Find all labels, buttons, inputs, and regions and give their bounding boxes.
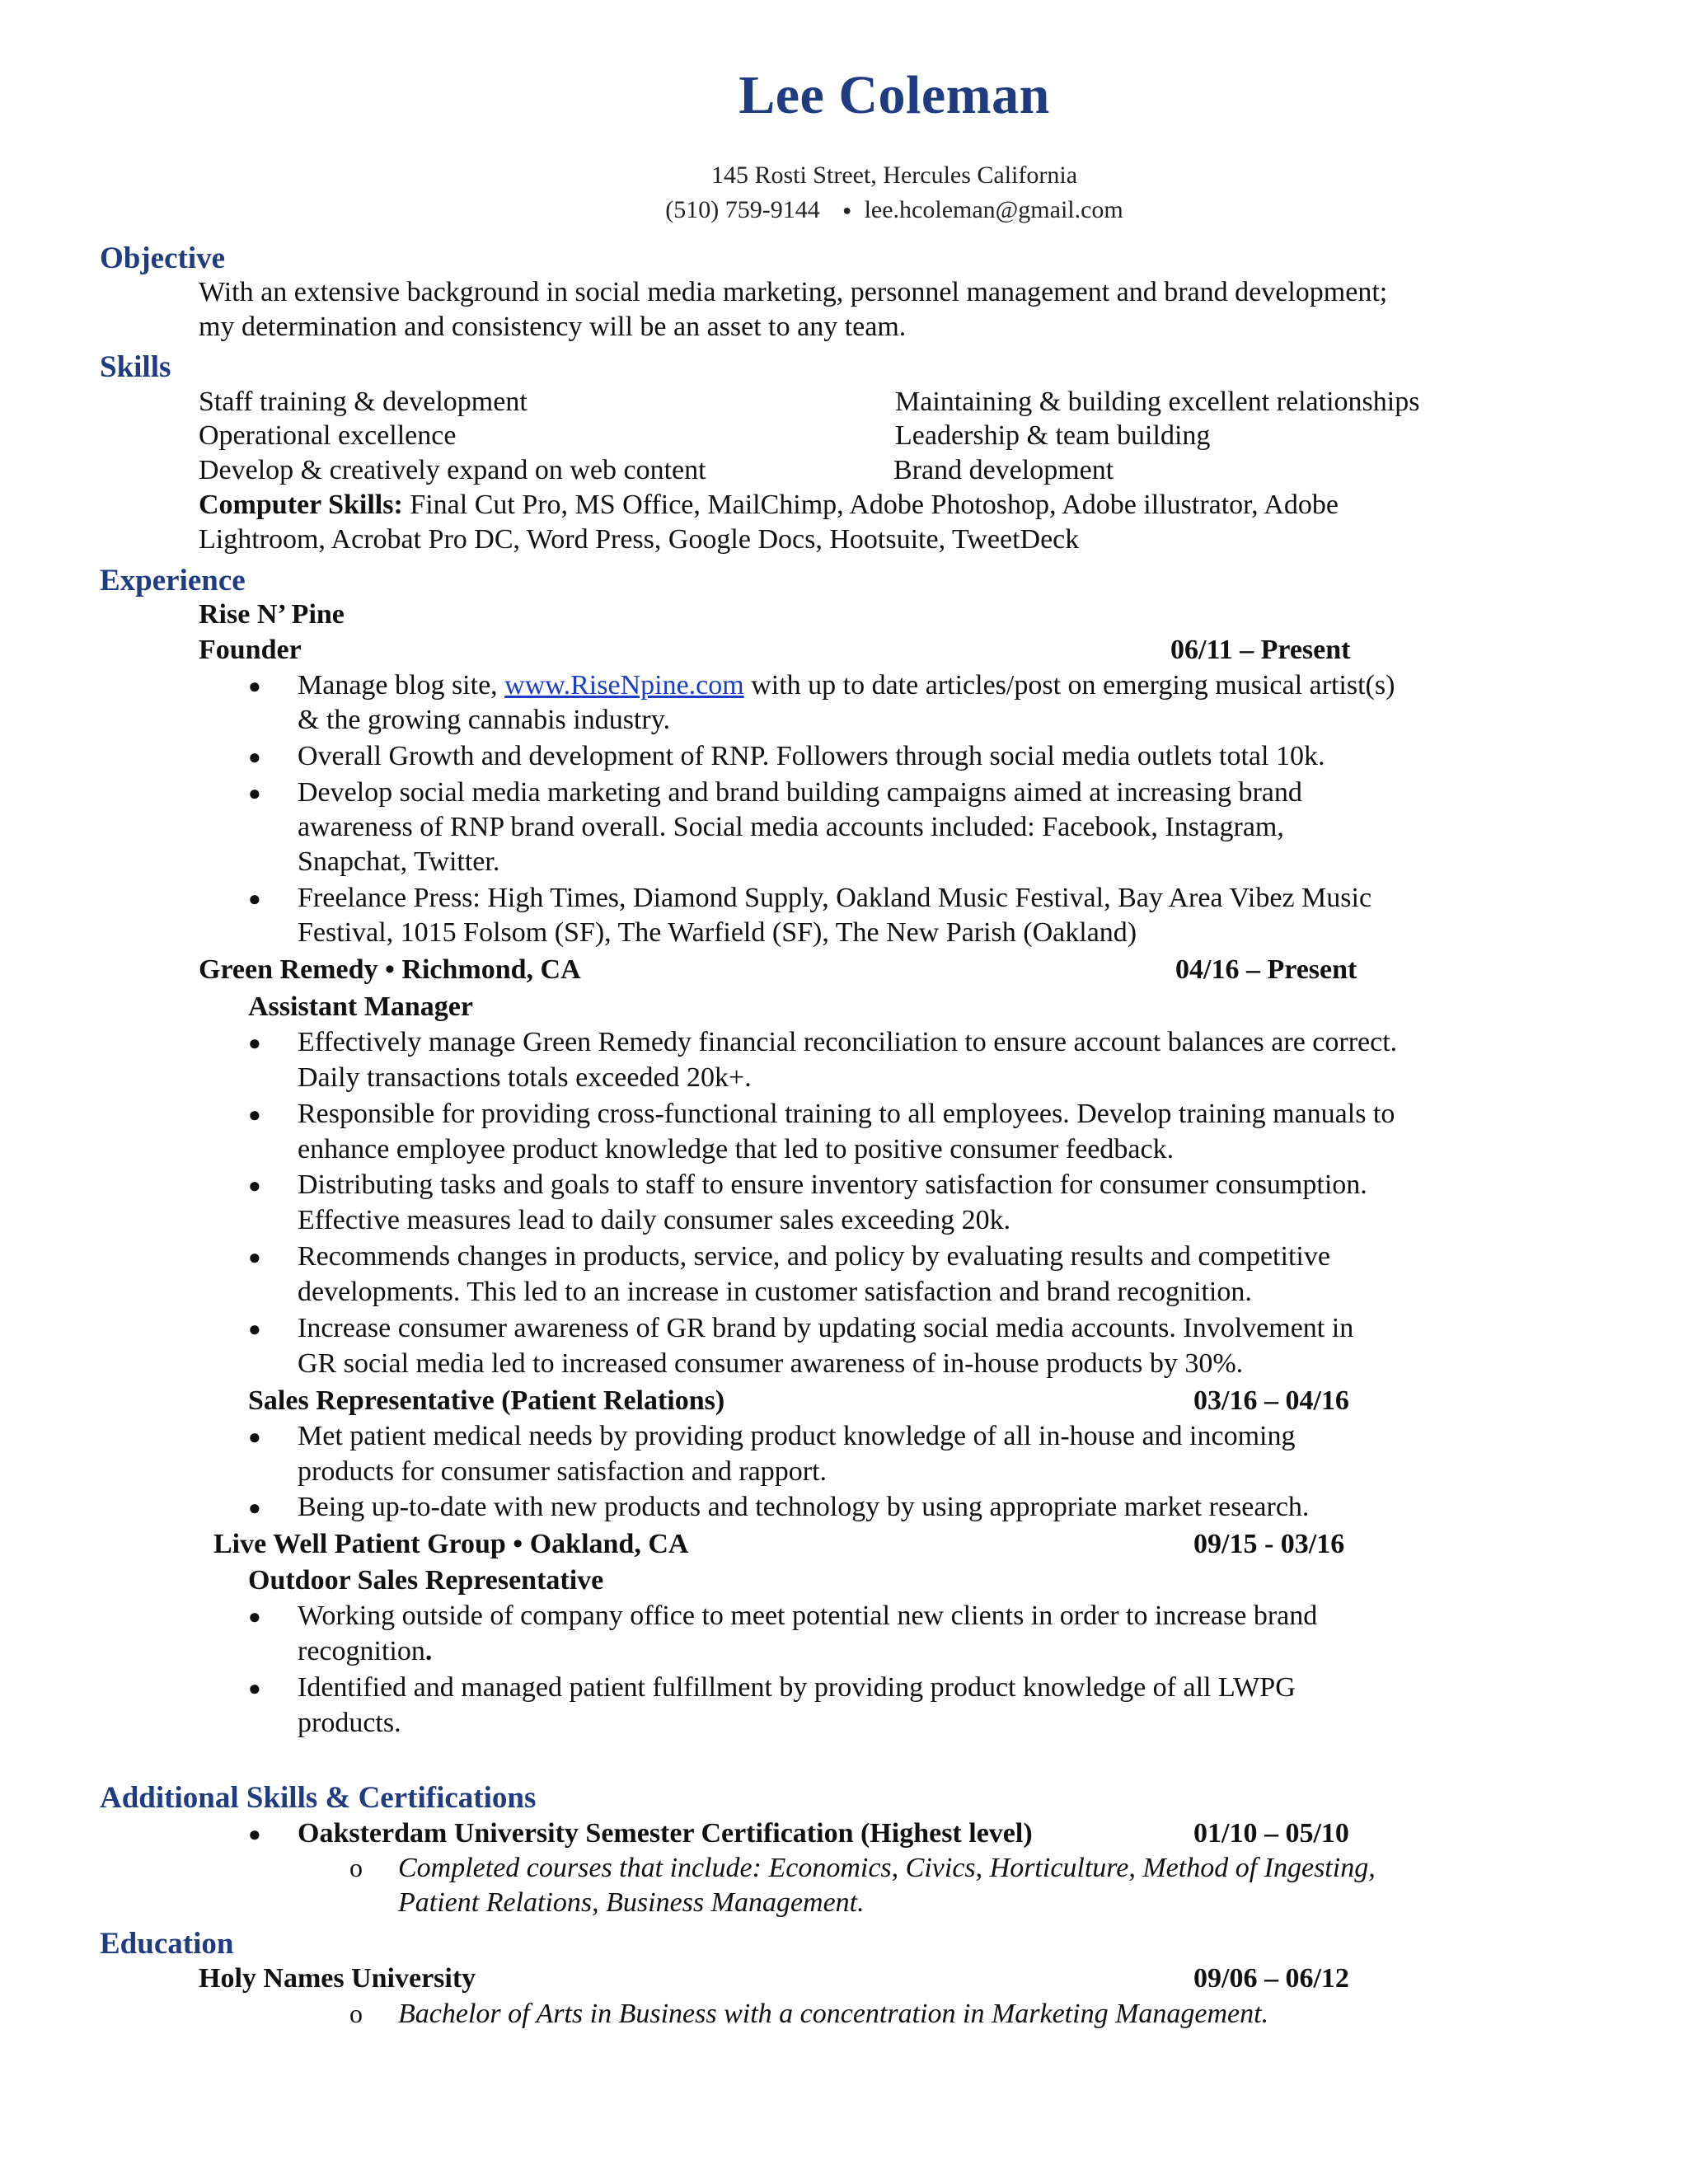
bullet-text-part: recognition [298,1636,425,1666]
bullet-text: Increase consumer awareness of GR brand by updating social media accounts. Involvement in [298,1313,1354,1343]
bullet-text-part: with up to date articles/post on emerging musical artist(s) [743,670,1395,701]
bullet: ● [248,1676,261,1700]
objective-text-line: my determination and consistency will be an asset to any team. [199,312,907,342]
sub-bullet: o [349,1853,363,1882]
bullet-text: Effective measures lead to daily consumer sales exceeding 20k. [298,1205,1011,1235]
bullet-text: Effectively manage Green Remedy financial reconciliation to ensure account balances are correct. [298,1027,1398,1057]
website-link[interactable]: www.RiseNpine.com [504,670,744,701]
bullet-text: & the growing cannabis industry. [298,705,670,735]
computer-skills-text: Lightroom, Acrobat Pro DC, Word Press, Google Docs, Hootsuite, TweetDeck [199,524,1080,555]
skill-item: Operational excellence [199,420,457,451]
bullet-text-part: Manage blog site, [298,670,505,701]
bullet: ● [248,1245,261,1269]
bullet-text: Distributing tasks and goals to staff to ensure inventory satisfaction for consumer consumption. [298,1169,1367,1200]
bullet-text: products for consumer satisfaction and rapport. [298,1456,828,1487]
job-dates: 06/11 – Present [1170,635,1351,665]
bullet-text: Snapchat, Twitter. [298,846,500,877]
skill-item: Maintaining & building excellent relationships [895,387,1420,417]
bullet-text: GR social media led to increased consumer awareness of in-house products by 30%. [298,1348,1244,1379]
skill-item: Brand development [893,455,1114,485]
job-dates: 04/16 – Present [1175,954,1357,985]
bullet: ● [248,1496,261,1520]
skill-item: Develop & creatively expand on web content [199,455,706,485]
company-name: Green Remedy • Richmond, CA [199,954,581,985]
bullet: ● [248,887,261,911]
bullet: ● [248,1031,261,1055]
bullet-text: Responsible for providing cross-functional training to all employees. Develop training manuals to [298,1099,1395,1129]
objective-text-line: With an extensive background in social media marketing, personnel management and brand development; [199,277,1388,307]
job-title: Assistant Manager [248,991,473,1022]
bullet-text: awareness of RNP brand overall. Social media accounts included: Facebook, Instagram, [298,812,1284,842]
phone: (510) 759-9144 [665,196,820,223]
bullet: ● [248,1317,261,1341]
bullet-text: Develop social media marketing and brand building campaigns aimed at increasing brand [298,777,1302,808]
certification-name: Oaksterdam University Semester Certification (Highest level) [298,1818,1033,1849]
bullet-text: enhance employee product knowledge that led to positive consumer feedback. [298,1134,1175,1165]
certification-detail: Completed courses that include: Economics, Civics, Horticulture, Method of Ingesting, [398,1853,1376,1883]
address: 145 Rosti Street, Hercules California [710,162,1078,189]
contact-line [0,196,1688,224]
bullet-text: Festival, 1015 Folsom (SF), The Warfield (SF), The New Parish (Oakland) [298,917,1137,948]
job-title: Outdoor Sales Representative [248,1565,604,1596]
bullet: ● [248,781,261,805]
bullet-text-part: . [424,1636,433,1666]
bullet-text: developments. This led to an increase in customer satisfaction and brand recognition. [298,1277,1252,1307]
bullet-text: Recommends changes in products, service, and policy by evaluating results and competitive [298,1241,1330,1272]
bullet-text: Freelance Press: High Times, Diamond Supply, Oakland Music Festival, Bay Area Vibez Music [298,883,1372,913]
additional-skills-heading: Additional Skills & Certifications [100,1781,537,1815]
computer-skills-label: Computer Skills: [199,490,403,520]
education-heading: Education [100,1927,234,1961]
bullet-text: Working outside of company office to meet potential new clients in order to increase brand [298,1601,1318,1631]
certification-detail: Patient Relations, Business Management. [398,1887,865,1918]
computer-skills-text: Final Cut Pro, MS Office, MailChimp, Adobe Photoshop, Adobe illustrator, Adobe [410,490,1339,520]
sub-bullet: o [349,1999,363,2028]
certification-dates: 01/10 – 05/10 [1193,1818,1349,1849]
experience-heading: Experience [100,564,246,598]
degree: Bachelor of Arts in Business with a concentration in Marketing Management. [398,1999,1269,2029]
bullet-text: Met patient medical needs by providing product knowledge of all in-house and incoming [298,1421,1296,1451]
bullet-text: Identified and managed patient fulfillment by providing product knowledge of all LWPG [298,1672,1296,1703]
computer-skills-line [199,491,1339,519]
separator-dot: ● [842,202,852,218]
job-dates: 03/16 – 04/16 [1193,1385,1349,1416]
bullet: ● [248,1103,261,1127]
education-dates: 09/06 – 06/12 [1193,1963,1349,1994]
bullet-text: products. [298,1708,401,1738]
objective-heading: Objective [100,241,226,275]
email: lee.hcoleman@gmail.com [864,196,1123,223]
bullet-text: Overall Growth and development of RNP. Followers through social media outlets total 10k. [298,741,1325,771]
skill-item: Leadership & team building [895,420,1211,451]
job-dates: 09/15 - 03/16 [1193,1529,1345,1559]
bullet: ● [248,1425,261,1449]
bullet-text: Daily transactions totals exceeded 20k+. [298,1062,752,1093]
bullet: ● [248,1605,261,1629]
company-name: Rise N’ Pine [199,599,345,630]
job-title: Sales Representative (Patient Relations) [248,1385,725,1416]
bullet: ● [248,1174,261,1197]
bullet-text [298,672,1395,700]
bullet: ● [248,745,261,769]
applicant-name: Lee Coleman [738,65,1050,125]
job-title: Founder [199,635,302,665]
bullet-text [298,1638,432,1666]
school-name: Holy Names University [199,1963,476,1994]
bullet: ● [248,1822,261,1846]
company-name: Live Well Patient Group • Oakland, CA [213,1529,689,1559]
skill-item: Staff training & development [199,387,528,417]
bullet-text: Being up-to-date with new products and technology by using appropriate market research. [298,1492,1310,1522]
bullet: ● [248,674,261,698]
skills-heading: Skills [100,350,171,384]
